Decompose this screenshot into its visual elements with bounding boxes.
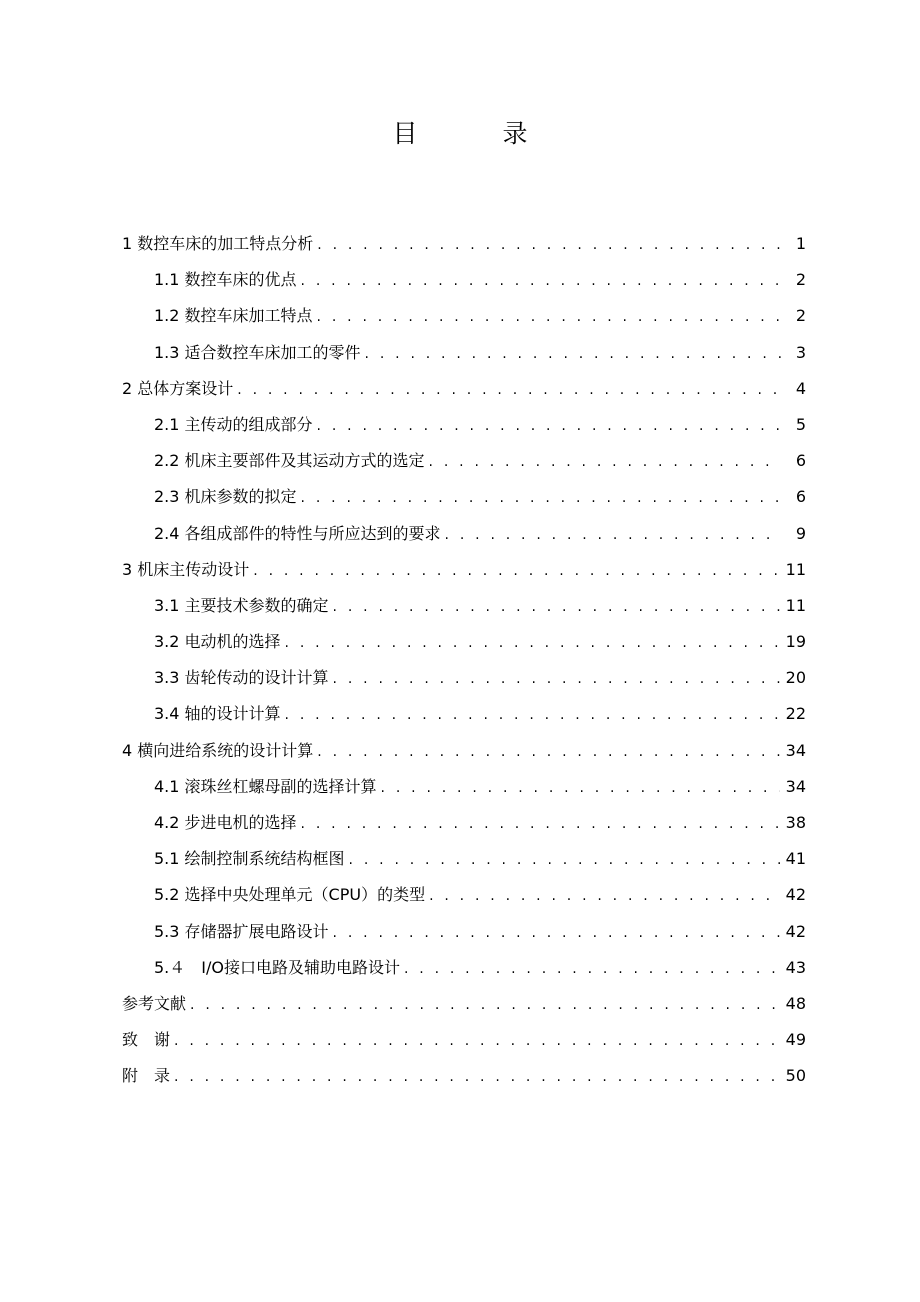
toc-entry-label: 5.４ I/O接口电路及辅助电路设计: [154, 957, 400, 977]
toc-entry-label: 3.1 主要技术参数的确定: [154, 595, 329, 615]
toc-entry-page-number: 2: [795, 270, 806, 290]
toc-entry-page-number: 1: [795, 234, 806, 253]
toc-entry-page-number: 6: [795, 487, 806, 507]
toc-entry-page-number: 42: [785, 921, 806, 941]
toc-entry-label: 1.2 数控车床加工特点: [154, 306, 313, 326]
toc-entry-label: 3.3 齿轮传动的设计计算: [154, 668, 329, 688]
toc-dot-leader: [301, 480, 782, 516]
toc-entry-page-number: 5: [795, 414, 806, 434]
toc-entry: [122, 335, 806, 371]
toc-entry: [122, 877, 806, 913]
toc-entry-label: 2.2 机床主要部件及其运动方式的选定: [154, 451, 425, 471]
toc-entry-label: 5.2 选择中央处理单元（CPU）的类型: [154, 885, 426, 905]
toc-entry-page-number: 48: [785, 993, 806, 1013]
toc-entry-label: 5.3 存储器扩展电路设计: [154, 921, 329, 941]
toc-entry-label: 参考文献: [122, 993, 187, 1013]
toc-entry-page-number: 50: [785, 1066, 806, 1086]
toc-entry: [122, 660, 806, 696]
toc-dot-leader: [404, 951, 780, 987]
toc-entry-label: 3 机床主传动设计: [122, 559, 250, 579]
toc-dot-leader: [333, 915, 780, 951]
toc-entry-label: 附 录: [122, 1066, 171, 1086]
toc-entry-label: 1.3 适合数控车床加工的零件: [154, 342, 361, 362]
toc-entry-page-number: 11: [785, 559, 806, 579]
toc-entry: [122, 407, 806, 443]
toc-entry-label: 1.1 数控车床的优点: [154, 270, 297, 290]
toc-entry-label: 2.1 主传动的组成部分: [154, 414, 313, 434]
toc-entry-page-number: 22: [785, 704, 806, 724]
toc-entry-label: 4.1 滚珠丝杠螺母副的选择计算: [154, 776, 377, 796]
toc-entry: [122, 805, 806, 841]
toc-entry-label: 5.1 绘制控制系统结构框图: [154, 849, 345, 869]
toc-entry-page-number: 49: [785, 1030, 806, 1050]
toc-entry-page-number: 9: [795, 523, 806, 543]
toc-dot-leader: [333, 661, 780, 697]
toc-entry-label: 1 数控车床的加工特点分析: [122, 234, 314, 253]
toc-entry-label: 4 横向进给系统的设计计算: [122, 740, 314, 760]
toc-entry: [122, 588, 806, 624]
toc-entry: [122, 950, 806, 986]
toc-entry: [122, 696, 806, 732]
toc-entry-page-number: 34: [785, 776, 806, 796]
toc-entry-page-number: 4: [795, 378, 806, 398]
toc-dot-leader: [365, 336, 782, 372]
toc-dot-leader: [381, 770, 780, 806]
toc-entry-label: 3.2 电动机的选择: [154, 632, 281, 652]
toc-dot-leader: [301, 263, 782, 299]
toc-entry-page-number: 42: [785, 885, 806, 905]
toc-entry-page-number: 34: [785, 740, 806, 760]
toc-entry-label: 2 总体方案设计: [122, 378, 234, 398]
toc-dot-leader: [429, 878, 780, 914]
toc-entry: [122, 479, 806, 515]
toc-entry-label: 2.4 各组成部件的特性与所应达到的要求: [154, 523, 441, 543]
toc-dot-leader: [190, 987, 780, 1023]
toc-dot-leader: [317, 227, 782, 263]
toc-entry: [122, 914, 806, 950]
toc-entry: [122, 1022, 806, 1058]
toc-entry-page-number: 41: [785, 849, 806, 869]
toc-entry-label: 4.2 步进电机的选择: [154, 813, 297, 832]
toc-entry: [122, 226, 806, 262]
toc-entry-page-number: 19: [785, 632, 806, 652]
toc-entry: [122, 769, 806, 805]
toc-dot-leader: [253, 553, 779, 589]
toc-entry: [122, 298, 806, 334]
toc-entry-page-number: 38: [785, 813, 806, 832]
toc-entry-page-number: 11: [785, 595, 806, 615]
toc-entry: [122, 986, 806, 1022]
toc-dot-leader: [333, 589, 780, 625]
toc-entry: [122, 262, 806, 298]
toc-entry: [122, 841, 806, 877]
toc-entry-label: 2.3 机床参数的拟定: [154, 487, 297, 507]
toc-dot-leader: [429, 444, 782, 480]
toc-entry: [122, 371, 806, 407]
toc-dot-leader: [285, 697, 780, 733]
toc-entry: [122, 516, 806, 552]
toc-entry: [122, 552, 806, 588]
toc-dot-leader: [174, 1059, 780, 1095]
toc-entry-label: 3.4 轴的设计计算: [154, 704, 281, 724]
toc-entry-label: 致 谢: [122, 1030, 171, 1050]
toc-dot-leader: [285, 625, 780, 661]
toc-title: 目 录: [392, 119, 558, 148]
toc-entry: [122, 733, 806, 769]
toc-entry-page-number: 3: [795, 342, 806, 362]
toc-entry: [122, 624, 806, 660]
toc-dot-leader: [317, 299, 782, 335]
toc-entry: [122, 1058, 806, 1094]
toc-dot-leader: [237, 372, 782, 408]
toc-dot-leader: [317, 408, 782, 444]
toc-dot-leader: [349, 842, 780, 878]
toc-entry-page-number: 2: [795, 306, 806, 326]
toc-dot-leader: [174, 1023, 780, 1059]
toc-dot-leader: [317, 734, 779, 770]
toc-dot-leader: [301, 806, 780, 842]
toc-entry: [122, 443, 806, 479]
toc-entry-page-number: 20: [785, 668, 806, 688]
toc-entry-page-number: 6: [795, 451, 806, 471]
toc-entry-page-number: 43: [785, 957, 806, 977]
table-of-contents: [122, 226, 806, 1095]
toc-dot-leader: [445, 517, 782, 553]
